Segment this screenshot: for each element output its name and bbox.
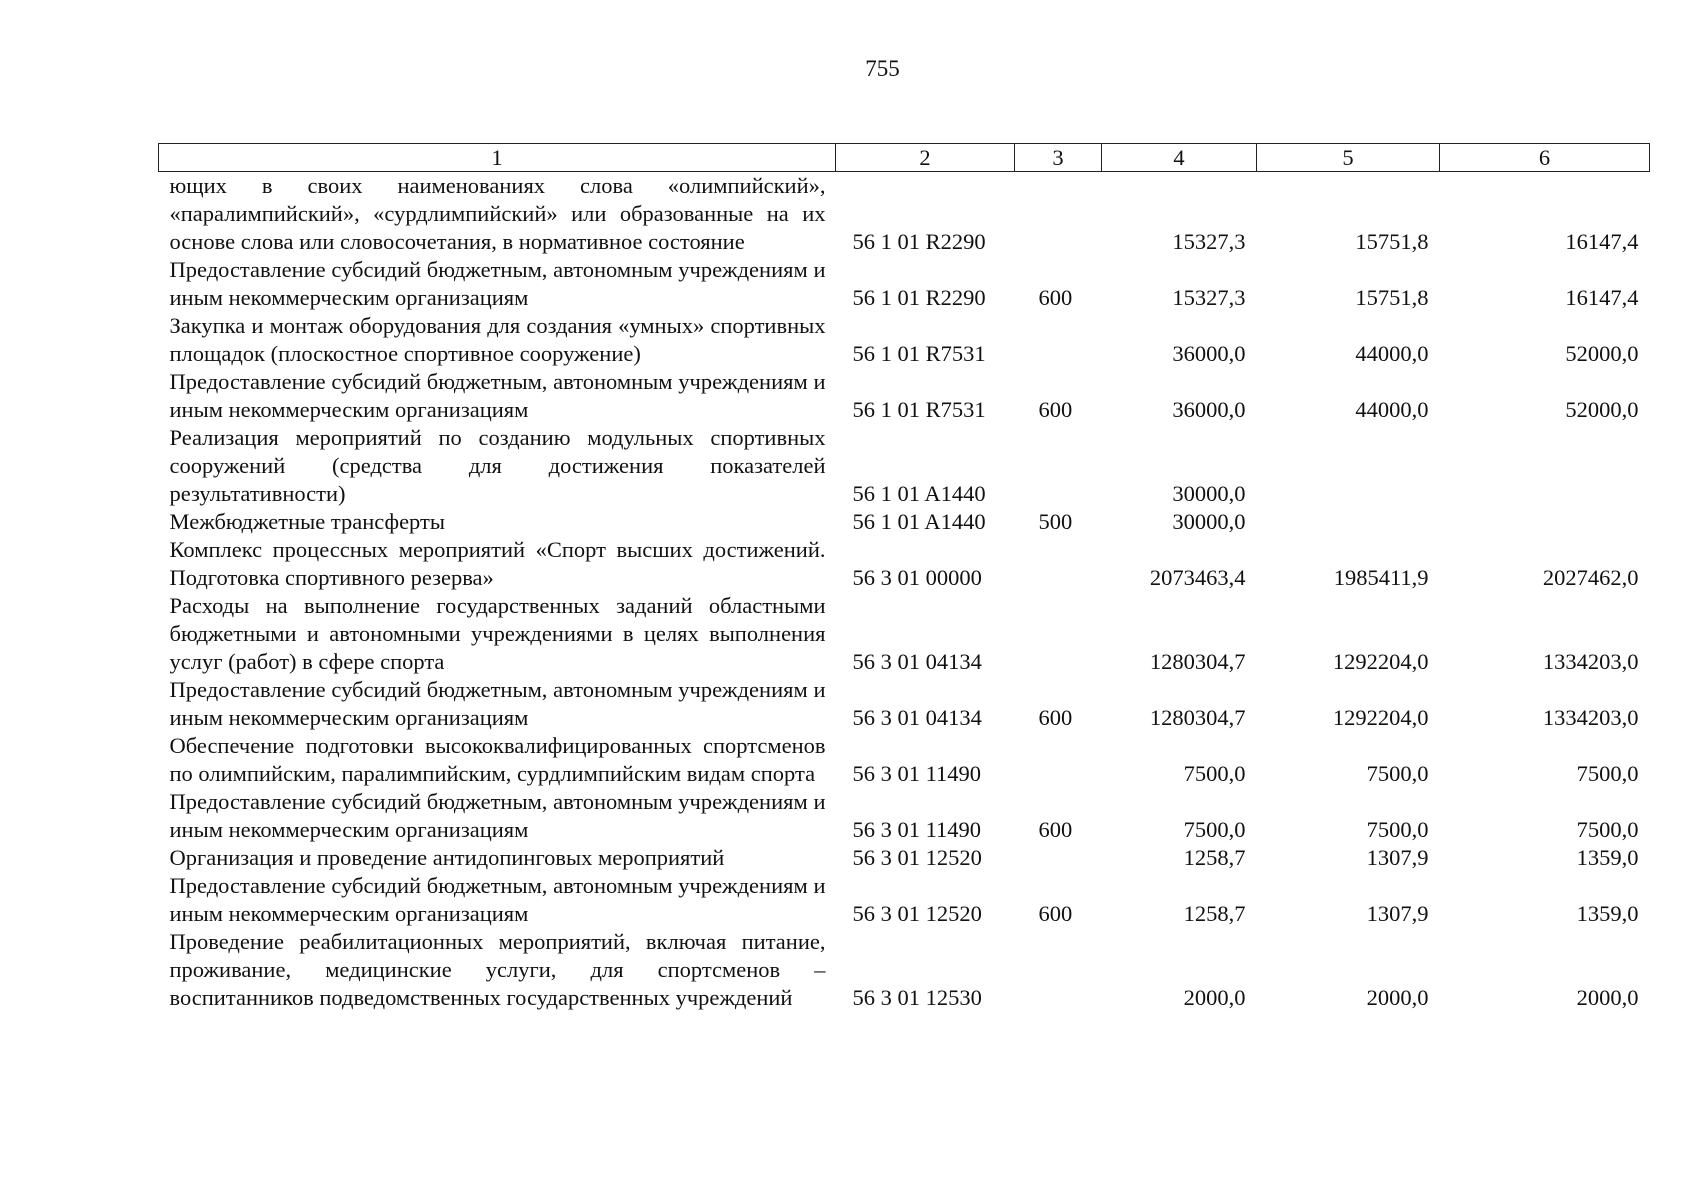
row-value-col6: 7500,0 — [1576, 761, 1639, 786]
row-expense-type — [1015, 536, 1102, 592]
row-value-col5: 7500,0 — [1366, 761, 1429, 786]
column-header-4: 4 — [1102, 144, 1257, 172]
row-description: Предоставление субсидий бюджетным, автономным учреждениям и иным некоммерческим организациям — [169, 873, 826, 926]
row-target-code: 56 3 01 04134 — [852, 649, 982, 674]
row-value-col4: 1280304,7 — [1149, 649, 1246, 674]
row-value-col4: 1280304,7 — [1149, 705, 1246, 730]
row-target-code: 56 3 01 12520 — [852, 845, 982, 870]
row-description: ющих в своих наименованиях слова «олимпийский», «паралимпийский», «сурдлимпийский» или образованные на их основе слова или словосочетания, в нормативное состояние — [169, 173, 826, 254]
row-value-col6: 1359,0 — [1576, 845, 1639, 870]
row-value-col4: 2000,0 — [1183, 985, 1246, 1010]
row-value-col4: 1258,7 — [1183, 845, 1246, 870]
row-description: Комплекс процессных мероприятий «Спорт высших достижений. Подготовка спортивного резерва» — [169, 537, 826, 590]
row-target-code: 56 1 01 R2290 — [852, 229, 986, 254]
budget-table — [158, 143, 1650, 1012]
table-row — [159, 536, 1650, 592]
column-header-1: 1 — [159, 144, 836, 172]
row-description: Обеспечение подготовки высококвалифицированных спортсменов по олимпийским, паралимпийским, сурдлимпийским видам спорта — [169, 733, 826, 786]
table-row — [159, 928, 1650, 1012]
row-value-col6: 1334203,0 — [1542, 649, 1639, 674]
row-value-col5: 1307,9 — [1366, 901, 1429, 926]
row-target-code: 56 3 01 00000 — [852, 565, 982, 590]
row-value-col6: 1359,0 — [1576, 901, 1639, 926]
table-row — [159, 256, 1650, 312]
row-value-col5: 44000,0 — [1355, 397, 1429, 422]
row-value-col6: 16147,4 — [1565, 285, 1639, 310]
row-expense-type: 600 — [1038, 705, 1073, 730]
row-expense-type: 600 — [1038, 901, 1073, 926]
table-row — [159, 732, 1650, 788]
row-value-col5: 44000,0 — [1355, 341, 1429, 366]
row-expense-type — [1015, 732, 1102, 788]
row-value-col6: 52000,0 — [1565, 341, 1639, 366]
row-value-col6 — [1440, 424, 1650, 508]
row-value-col6: 7500,0 — [1576, 817, 1639, 842]
column-header-2: 2 — [836, 144, 1015, 172]
header-row — [159, 144, 1650, 172]
row-description: Расходы на выполнение государственных заданий областными бюджетными и автономными учреждениями в целях выполнения услуг (работ) в сфере спорта — [169, 593, 826, 674]
table-row — [159, 172, 1650, 257]
row-value-col5: 1307,9 — [1366, 845, 1429, 870]
row-value-col4: 15327,3 — [1172, 285, 1246, 310]
row-target-code: 56 1 01 R7531 — [852, 397, 986, 422]
table-row — [159, 368, 1650, 424]
row-target-code: 56 1 01 R7531 — [852, 341, 986, 366]
row-value-col6: 16147,4 — [1565, 229, 1639, 254]
table-row — [159, 872, 1650, 928]
row-description: Межбюджетные трансферты — [169, 509, 445, 534]
table-row — [159, 592, 1650, 676]
row-expense-type: 600 — [1038, 285, 1073, 310]
row-value-col4: 7500,0 — [1183, 817, 1246, 842]
row-value-col5 — [1257, 508, 1440, 536]
table-row — [159, 312, 1650, 368]
row-description: Организация и проведение антидопинговых мероприятий — [169, 845, 725, 870]
row-expense-type: 600 — [1038, 817, 1073, 842]
row-description: Проведение реабилитационных мероприятий, включая питание, проживание, медицинские услуги, для спортсменов – воспитанников подведомственных государственных учреждений — [169, 929, 826, 1010]
row-description: Предоставление субсидий бюджетным, автономным учреждениям и иным некоммерческим организациям — [169, 369, 826, 422]
column-header-6: 6 — [1440, 144, 1650, 172]
table-row — [159, 788, 1650, 844]
row-target-code: 56 3 01 12530 — [852, 985, 982, 1010]
row-target-code: 56 3 01 04134 — [852, 705, 982, 730]
page-number: 755 — [865, 56, 900, 81]
row-description: Предоставление субсидий бюджетным, автономным учреждениям и иным некоммерческим организациям — [169, 677, 826, 730]
row-value-col6: 2027462,0 — [1542, 565, 1639, 590]
row-value-col6: 2000,0 — [1576, 985, 1639, 1010]
row-target-code: 56 1 01 A1440 — [852, 509, 986, 534]
row-value-col5: 1292204,0 — [1332, 705, 1429, 730]
column-header-5: 5 — [1257, 144, 1440, 172]
row-value-col4: 30000,0 — [1172, 509, 1246, 534]
row-value-col4: 1258,7 — [1183, 901, 1246, 926]
row-value-col4: 36000,0 — [1172, 341, 1246, 366]
column-header-3: 3 — [1015, 144, 1102, 172]
row-expense-type — [1015, 424, 1102, 508]
row-expense-type — [1015, 928, 1102, 1012]
row-target-code: 56 3 01 11490 — [852, 817, 982, 842]
row-value-col5 — [1257, 424, 1440, 508]
row-expense-type — [1015, 172, 1102, 257]
row-value-col5: 15751,8 — [1355, 229, 1429, 254]
row-value-col5: 15751,8 — [1355, 285, 1429, 310]
table-row — [159, 508, 1650, 536]
row-description: Реализация мероприятий по созданию модульных спортивных сооружений (средства для достижения показателей результативности) — [169, 425, 826, 506]
row-description: Предоставление субсидий бюджетным, автономным учреждениям и иным некоммерческим организациям — [169, 789, 826, 842]
row-value-col5: 2000,0 — [1366, 985, 1429, 1010]
row-expense-type: 500 — [1038, 509, 1073, 534]
row-value-col5: 7500,0 — [1366, 817, 1429, 842]
row-value-col6: 1334203,0 — [1542, 705, 1639, 730]
row-expense-type — [1015, 844, 1102, 872]
row-description: Предоставление субсидий бюджетным, автономным учреждениям и иным некоммерческим организациям — [169, 257, 826, 310]
row-expense-type: 600 — [1038, 397, 1073, 422]
table-row — [159, 424, 1650, 508]
row-target-code: 56 1 01 R2290 — [852, 285, 986, 310]
row-value-col5: 1985411,9 — [1333, 565, 1429, 590]
table-row — [159, 676, 1650, 732]
row-value-col4: 2073463,4 — [1149, 565, 1246, 590]
row-expense-type — [1015, 312, 1102, 368]
row-value-col4: 30000,0 — [1172, 481, 1246, 506]
table-row — [159, 844, 1650, 872]
row-expense-type — [1015, 592, 1102, 676]
row-value-col6: 52000,0 — [1565, 397, 1639, 422]
row-value-col6 — [1440, 508, 1650, 536]
row-description: Закупка и монтаж оборудования для создания «умных» спортивных площадок (плоскостное спортивное сооружение) — [169, 313, 826, 366]
row-value-col5: 1292204,0 — [1332, 649, 1429, 674]
row-target-code: 56 3 01 11490 — [852, 761, 982, 786]
row-value-col4: 15327,3 — [1172, 229, 1246, 254]
table-body — [159, 172, 1650, 1013]
row-value-col4: 36000,0 — [1172, 397, 1246, 422]
row-target-code: 56 1 01 A1440 — [852, 481, 986, 506]
row-target-code: 56 3 01 12520 — [852, 901, 982, 926]
row-value-col4: 7500,0 — [1183, 761, 1246, 786]
